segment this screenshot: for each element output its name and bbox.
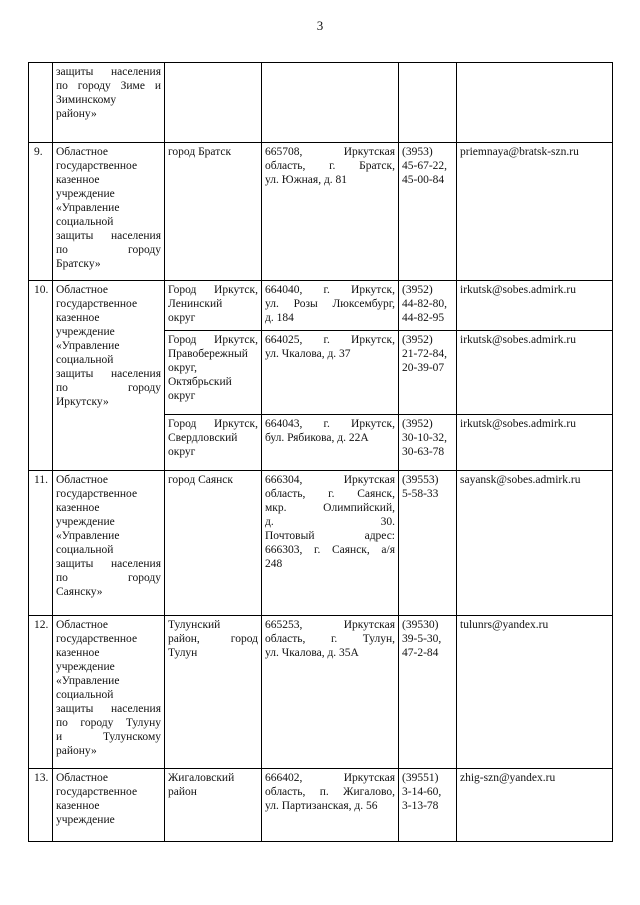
org-line: защиты населения	[56, 558, 161, 570]
address-line: 664040, г. Иркутск,	[265, 284, 395, 296]
phone-line: 44-82-95	[402, 312, 445, 324]
cell-area	[165, 769, 262, 842]
org-line: Областное	[56, 619, 108, 631]
area-line: город Саянск	[168, 474, 233, 486]
org-line: социальной	[56, 354, 114, 366]
address-line: д. 184	[265, 312, 294, 324]
address-line: бул. Рябикова, д. 22А	[265, 432, 369, 444]
org-line: учреждение	[56, 326, 115, 338]
phone-line: 44-82-80,	[402, 298, 448, 310]
address-line: 666402, Иркутская	[265, 772, 395, 784]
phone-line: 39-5-30,	[402, 633, 442, 645]
cell-organization	[53, 471, 165, 616]
cell-phone	[399, 63, 457, 143]
offices-table-body	[29, 63, 613, 842]
area-line: район, город	[168, 633, 258, 645]
phone-line: 30-63-78	[402, 446, 445, 458]
org-line: «Управление	[56, 530, 120, 542]
email-text: sayansk@sobes.admirk.ru	[460, 474, 581, 486]
phone-line: (3953)	[402, 146, 433, 158]
cell-area	[165, 63, 262, 143]
phone-line: 3-14-60,	[402, 786, 442, 798]
address-line: 666304, Иркутская	[265, 474, 395, 486]
cell-email	[457, 616, 613, 769]
area-line: город Братск	[168, 146, 232, 158]
page-number: 3	[316, 18, 324, 33]
cell-num: 11.	[29, 471, 53, 616]
cell-num: 13.	[29, 769, 53, 842]
address-line: ул. Розы Люксембург,	[265, 298, 395, 310]
phone-line: 21-72-84,	[402, 348, 448, 360]
cell-address	[262, 616, 399, 769]
org-line: Саянску»	[56, 586, 103, 598]
area-line: Город Иркутск,	[168, 418, 258, 430]
org-line: казенное	[56, 174, 100, 186]
org-line: учреждение	[56, 188, 115, 200]
org-line: по городу	[56, 382, 161, 394]
org-line: и Тулунскому	[56, 731, 161, 743]
org-line: Иркутску»	[56, 396, 109, 408]
offices-table	[28, 62, 613, 842]
org-line: защиты населения	[56, 230, 161, 242]
cell-address	[262, 331, 399, 415]
org-line: казенное	[56, 647, 100, 659]
cell-email	[457, 769, 613, 842]
cell-area	[165, 616, 262, 769]
address-line: ул. Чкалова, д. 35А	[265, 647, 359, 659]
address-line: мкр. Олимпийский,	[265, 502, 395, 514]
table-row	[29, 281, 613, 331]
phone-line: 3-13-78	[402, 800, 439, 812]
address-line: область, г. Тулун,	[265, 633, 395, 645]
area-line: Октябрьский	[168, 376, 232, 388]
cell-area	[165, 471, 262, 616]
area-line: Жигаловский	[168, 772, 235, 784]
org-line: «Управление	[56, 675, 120, 687]
area-line: округ	[168, 446, 196, 458]
cell-email	[457, 415, 613, 471]
cell-num: 9.	[29, 143, 53, 281]
address-line: 664043, г. Иркутск,	[265, 418, 395, 430]
address-line: Почтовый адрес:	[265, 530, 395, 542]
org-line: социальной	[56, 216, 114, 228]
cell-num	[29, 63, 53, 143]
phone-line: (3952)	[402, 334, 433, 346]
org-line: защиты населения	[56, 66, 161, 78]
cell-address	[262, 63, 399, 143]
org-line: району»	[56, 745, 97, 757]
cell-phone	[399, 281, 457, 331]
org-line: казенное	[56, 502, 100, 514]
cell-phone	[399, 143, 457, 281]
area-line: округ,	[168, 362, 197, 374]
org-line: району»	[56, 108, 97, 120]
org-line: Зиминскому	[56, 94, 117, 106]
cell-area	[165, 331, 262, 415]
cell-num: 10.	[29, 281, 53, 471]
phone-line: 5-58-33	[402, 488, 439, 500]
org-line: социальной	[56, 689, 114, 701]
address-line: ул. Партизанская, д. 56	[265, 800, 378, 812]
cell-email	[457, 331, 613, 415]
table-row	[29, 769, 613, 842]
area-line: Ленинский	[168, 298, 223, 310]
email-text: zhig-szn@yandex.ru	[460, 772, 556, 784]
address-line: ул. Чкалова, д. 37	[265, 348, 351, 360]
area-line: район	[168, 786, 197, 798]
org-line: государственное	[56, 160, 138, 172]
address-line: область, г. Братск,	[265, 160, 395, 172]
phone-line: (39551)	[402, 772, 439, 784]
cell-email	[457, 63, 613, 143]
table-row	[29, 143, 613, 281]
address-line: область, г. Саянск,	[265, 488, 395, 500]
area-line: Тулун	[168, 647, 198, 659]
cell-organization	[53, 769, 165, 842]
org-line: по городу Зиме и	[56, 80, 161, 92]
cell-area	[165, 281, 262, 331]
email-text: irkutsk@sobes.admirk.ru	[460, 284, 576, 296]
cell-address	[262, 415, 399, 471]
org-line: учреждение	[56, 814, 115, 826]
cell-organization	[53, 63, 165, 143]
cell-address	[262, 769, 399, 842]
table-row-continuation	[29, 63, 613, 143]
cell-email	[457, 281, 613, 331]
phone-line: (39553)	[402, 474, 439, 486]
cell-organization	[53, 281, 165, 471]
cell-area	[165, 415, 262, 471]
phone-line: 45-00-84	[402, 174, 445, 186]
org-line: государственное	[56, 488, 138, 500]
org-line: Областное	[56, 474, 108, 486]
cell-address	[262, 471, 399, 616]
org-line: «Управление	[56, 340, 120, 352]
cell-phone	[399, 331, 457, 415]
phone-line: (3952)	[402, 284, 433, 296]
address-line: 665253, Иркутская	[265, 619, 395, 631]
cell-organization	[53, 616, 165, 769]
org-line: учреждение	[56, 516, 115, 528]
org-line: Областное	[56, 284, 108, 296]
area-line: Город Иркутск,	[168, 284, 258, 296]
phone-line: 47-2-84	[402, 647, 439, 659]
org-line: Областное	[56, 772, 108, 784]
address-line: 666303, г. Саянск, а/я	[265, 544, 395, 556]
cell-phone	[399, 616, 457, 769]
area-line: Свердловский	[168, 432, 238, 444]
org-line: по городу	[56, 244, 161, 256]
org-line: казенное	[56, 312, 100, 324]
org-line: социальной	[56, 544, 114, 556]
area-line: Город Иркутск,	[168, 334, 258, 346]
email-text: tulunrs@yandex.ru	[460, 619, 549, 631]
org-line: по городу	[56, 572, 161, 584]
cell-email	[457, 143, 613, 281]
org-line: учреждение	[56, 661, 115, 673]
address-line: 248	[265, 558, 283, 570]
cell-phone	[399, 415, 457, 471]
cell-address	[262, 143, 399, 281]
address-line: 664025, г. Иркутск,	[265, 334, 395, 346]
area-line: Правобережный	[168, 348, 248, 360]
cell-area	[165, 143, 262, 281]
org-line: защиты населения	[56, 368, 161, 380]
org-line: государственное	[56, 298, 138, 310]
phone-line: (39530)	[402, 619, 439, 631]
cell-organization	[53, 143, 165, 281]
org-line: государственное	[56, 633, 138, 645]
area-line: округ	[168, 312, 196, 324]
table-row	[29, 616, 613, 769]
org-line: по городу Тулуну	[56, 717, 161, 729]
email-text: irkutsk@sobes.admirk.ru	[460, 334, 576, 346]
address-line: ул. Южная, д. 81	[265, 174, 348, 186]
phone-line: 45-67-22,	[402, 160, 448, 172]
cell-num: 12.	[29, 616, 53, 769]
area-line: округ	[168, 390, 196, 402]
cell-email	[457, 471, 613, 616]
cell-phone	[399, 769, 457, 842]
org-line: Областное	[56, 146, 108, 158]
phone-line: (3952)	[402, 418, 433, 430]
org-line: «Управление	[56, 202, 120, 214]
table-row	[29, 471, 613, 616]
cell-phone	[399, 471, 457, 616]
cell-address	[262, 281, 399, 331]
email-text: priemnaya@bratsk-szn.ru	[460, 146, 579, 158]
address-line: 665708, Иркутская	[265, 146, 395, 158]
org-line: государственное	[56, 786, 138, 798]
org-line: казенное	[56, 800, 100, 812]
email-text: irkutsk@sobes.admirk.ru	[460, 418, 576, 430]
address-line: область, п. Жигалово,	[265, 786, 395, 798]
phone-line: 30-10-32,	[402, 432, 448, 444]
org-line: Братску»	[56, 258, 101, 270]
phone-line: 20-39-07	[402, 362, 445, 374]
org-line: защиты населения	[56, 703, 161, 715]
address-line: д. 30.	[265, 516, 395, 528]
area-line: Тулунский	[168, 619, 221, 631]
